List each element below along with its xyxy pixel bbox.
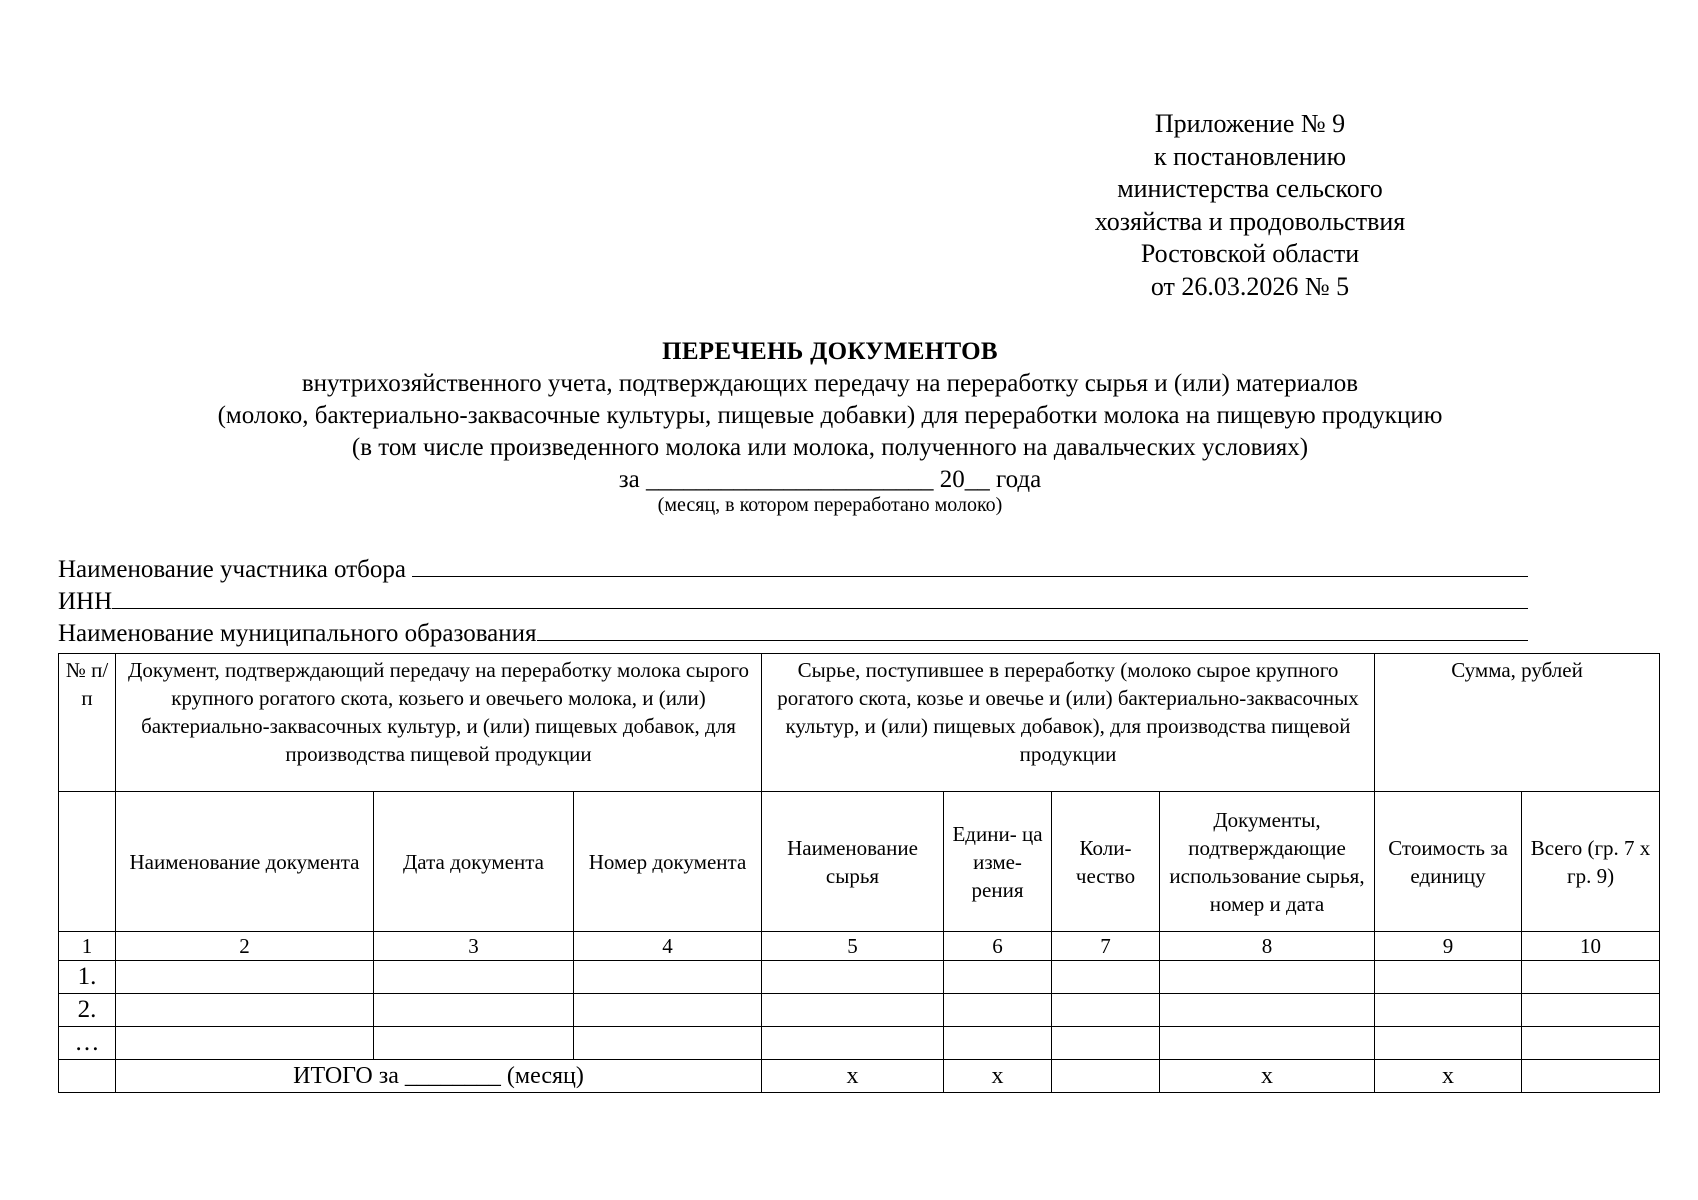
column-number-row	[59, 932, 1660, 961]
row-number: 2.	[59, 994, 116, 1027]
document-title: ПЕРЕЧЕНЬ ДОКУМЕНТОВ	[662, 338, 998, 365]
column-number: 5	[762, 932, 944, 961]
appendix-line: к постановлению	[1153, 141, 1347, 171]
municipality-label: Наименование муниципального образования	[58, 620, 537, 647]
table-cell[interactable]	[374, 994, 574, 1027]
table-cell[interactable]	[1522, 994, 1660, 1027]
header-number: № п/п	[59, 654, 116, 792]
appendix-line: от 26.03.2026 № 5	[1150, 271, 1350, 301]
header-document-group: Документ, подтверждающий передачу на переработку молока сырого крупного рогатого скота, козьего и овечьего молока, и (или) бактериально-заквасочных культур, и (или) пищевых добавок, для производства пищевой продукции	[116, 654, 762, 792]
total-x-mark: х	[762, 1060, 944, 1093]
header-unit: Едини- ца изме- рения	[944, 792, 1052, 932]
table-cell[interactable]	[1052, 1027, 1160, 1060]
table-cell[interactable]	[1375, 961, 1522, 994]
table-cell[interactable]	[1160, 961, 1375, 994]
header-doc-date: Дата документа	[374, 792, 574, 932]
period-hint: (месяц, в котором переработано молоко)	[657, 494, 1003, 516]
inn-field	[58, 586, 1528, 618]
total-x-mark: х	[1160, 1060, 1375, 1093]
column-number: 8	[1160, 932, 1375, 961]
table-cell[interactable]	[762, 1027, 944, 1060]
column-number: 9	[1375, 932, 1522, 961]
total-x-mark: х	[1375, 1060, 1522, 1093]
table-cell[interactable]	[1160, 1027, 1375, 1060]
table-cell[interactable]	[574, 1027, 762, 1060]
column-number: 3	[374, 932, 574, 961]
table-cell[interactable]	[116, 1027, 374, 1060]
appendix-line: Ростовской области	[1140, 239, 1360, 268]
table-cell[interactable]	[1052, 994, 1160, 1027]
participant-input-line[interactable]	[412, 554, 1528, 577]
table-cell[interactable]	[574, 994, 762, 1027]
appendix-line: министерства сельского	[1117, 174, 1383, 203]
subtitle-line: (в том числе произведенного молока или молока, полученного на давальческих условиях)	[351, 434, 1309, 461]
column-number: 1	[59, 932, 116, 961]
table-cell[interactable]	[762, 994, 944, 1027]
table-sub-header-row	[59, 792, 1660, 932]
column-number: 4	[574, 932, 762, 961]
table-row	[59, 1027, 1660, 1060]
header-unit-cost: Стоимость за единицу	[1375, 792, 1522, 932]
header-raw-name: Наименование сырья	[762, 792, 944, 932]
appendix-line: Приложение № 9	[1154, 109, 1346, 138]
table-cell[interactable]	[1375, 994, 1522, 1027]
header-raw-group: Сырье, поступившее в переработку (молоко сырое крупного рогатого скота, козье и овечье и (или) бактериально-заквасочных культур, и (или) пищевых добавок), для производства пищевой продукции	[762, 654, 1375, 792]
table-cell[interactable]	[574, 961, 762, 994]
total-x-mark: х	[944, 1060, 1052, 1093]
table-cell[interactable]	[1522, 961, 1660, 994]
municipality-field	[58, 618, 1528, 650]
documents-table	[58, 653, 1660, 1093]
table-cell[interactable]	[1160, 994, 1375, 1027]
participant-fields	[58, 554, 1528, 650]
total-quantity-cell[interactable]	[1052, 1060, 1160, 1093]
header-doc-name: Наименование документа	[116, 792, 374, 932]
participant-label: Наименование участника отбора	[58, 556, 406, 583]
header-doc-number: Номер документа	[574, 792, 762, 932]
row-number: 1.	[59, 961, 116, 994]
document-header	[60, 336, 1600, 518]
table-row	[59, 961, 1660, 994]
total-row	[59, 1060, 1660, 1093]
table-cell[interactable]	[762, 961, 944, 994]
column-number: 2	[116, 932, 374, 961]
appendix-reference	[1060, 108, 1440, 303]
table-cell[interactable]	[116, 994, 374, 1027]
total-row-number-empty	[59, 1060, 116, 1093]
subtitle-line: (молоко, бактериально-заквасочные культуры, пищевые добавки) для переработки молока на пищевую продукцию	[217, 402, 1443, 429]
table-cell[interactable]	[116, 961, 374, 994]
table-cell[interactable]	[944, 994, 1052, 1027]
column-number: 7	[1052, 932, 1160, 961]
total-label: ИТОГО за ________ (месяц)	[116, 1060, 762, 1093]
appendix-line: хозяйства и продовольствия	[1094, 206, 1406, 236]
subtitle-line: внутрихозяйственного учета, подтверждающих передачу на переработку сырья и (или) материалов	[301, 370, 1359, 397]
column-number: 6	[944, 932, 1052, 961]
period-line[interactable]: за _______________________ 20__ года	[618, 466, 1042, 493]
column-number: 10	[1522, 932, 1660, 961]
municipality-input-line[interactable]	[537, 618, 1528, 641]
table-cell[interactable]	[1052, 961, 1160, 994]
inn-label: ИНН	[58, 588, 113, 615]
header-number-empty	[59, 792, 116, 932]
table-cell[interactable]	[1375, 1027, 1522, 1060]
table-cell[interactable]	[374, 961, 574, 994]
participant-field	[58, 554, 1528, 586]
row-number: …	[59, 1027, 116, 1060]
header-quantity: Коли- чество	[1052, 792, 1160, 932]
header-usage-docs: Документы, подтверждающие использование сырья, номер и дата	[1160, 792, 1375, 932]
table-group-header-row	[59, 654, 1660, 792]
table-cell[interactable]	[944, 1027, 1052, 1060]
total-sum-cell[interactable]	[1522, 1060, 1660, 1093]
header-sum-group: Сумма, рублей	[1375, 654, 1660, 792]
table-cell[interactable]	[1522, 1027, 1660, 1060]
inn-input-line[interactable]	[112, 586, 1528, 609]
header-total: Всего (гр. 7 x гр. 9)	[1522, 792, 1660, 932]
table-row	[59, 994, 1660, 1027]
table-cell[interactable]	[374, 1027, 574, 1060]
table-cell[interactable]	[944, 961, 1052, 994]
